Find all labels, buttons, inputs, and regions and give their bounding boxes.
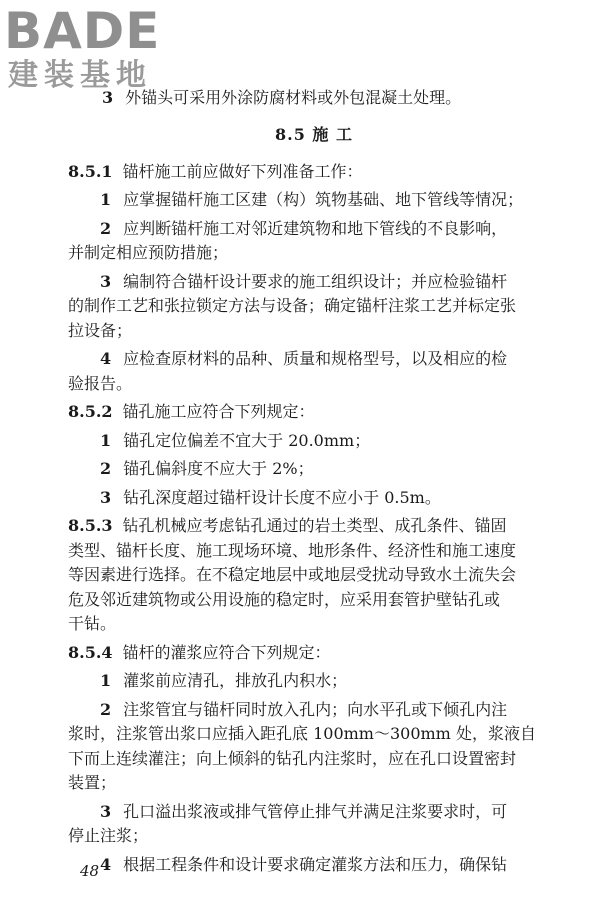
item-text: 应检查原材料的品种、质量和规格型号，以及相应的检 <box>123 349 508 368</box>
clause-intro: 锚杆的灌浆应符合下列规定： <box>122 642 331 662</box>
list-item <box>68 188 560 213</box>
clause-8-5-3 <box>68 514 560 539</box>
logo-brand: BADE <box>4 2 161 60</box>
item-text: 编制符合锚杆设计要求的施工组织设计；并应检验锚杆 <box>123 271 508 291</box>
item-text: 灌浆前应清孔，排放孔内积水； <box>123 671 348 690</box>
clause-8-5-4 <box>68 641 560 666</box>
item-continuation: 停止注浆； <box>68 826 149 845</box>
item-text: 钻孔深度超过锚杆设计长度不应小于 0.5m。 <box>123 487 441 507</box>
clause-number: 8.5.2 <box>68 402 113 421</box>
clause-8-5-2 <box>68 400 560 425</box>
section-title: 8.5 施 工 <box>275 124 353 144</box>
item-text: 外锚头可采用外涂防腐材料或外包混凝土处理。 <box>125 88 462 107</box>
list-item <box>68 853 560 878</box>
list-item <box>68 270 560 295</box>
clause-text: 钻孔机械应考虑钻孔通过的岩土类型、成孔条件、锚固 <box>122 516 507 535</box>
clause-number: 8.5.1 <box>68 161 113 181</box>
item-text: 锚孔定位偏差不宜大于 20.0mm； <box>123 430 371 450</box>
item-continuation: 验报告。 <box>68 373 133 393</box>
list-item <box>68 86 560 111</box>
clause-continuation: 等因素进行选择。在不稳定地层中或地层受扰动导致水土流失会 <box>68 565 517 584</box>
clause-continuation: 干钻。 <box>68 614 117 633</box>
item-number: 1 <box>100 671 112 690</box>
page-number: 48 <box>80 862 100 880</box>
item-text: 注浆管宜与锚杆同时放入孔内；向水平孔或下倾孔内注 <box>123 699 508 719</box>
item-number: 4 <box>100 854 112 874</box>
item-continuation: 拉设备； <box>68 320 133 340</box>
clause-number: 8.5.4 <box>68 642 113 662</box>
item-number: 4 <box>100 349 112 368</box>
item-continuation: 的制作工艺和张拉锁定方法与设备；确定锚杆注浆工艺并标定张 <box>68 296 517 315</box>
item-text: 孔口溢出浆液或排气管停止排气并满足注浆要求时，可 <box>123 801 508 821</box>
clause-8-5-1 <box>68 160 560 185</box>
clause-intro: 锚杆施工前应做好下列准备工作： <box>122 161 363 181</box>
list-item <box>68 457 560 482</box>
list-item <box>68 217 560 242</box>
item-continuation: 并制定相应预防措施； <box>68 243 229 262</box>
clause-intro: 锚孔施工应符合下列规定： <box>122 402 315 421</box>
item-text: 锚孔偏斜度不应大于 2%； <box>123 459 314 478</box>
clause-number: 8.5.3 <box>68 516 113 535</box>
logo-subtitle: 建装基地 <box>8 58 152 93</box>
item-number: 1 <box>100 430 112 450</box>
document-page <box>68 86 560 877</box>
item-number: 3 <box>100 487 112 507</box>
clause-continuation: 危及邻近建筑物或公用设施的稳定时，应采用套管护壁钻孔或 <box>68 589 501 609</box>
item-text: 应掌握锚杆施工区建（构）筑物基础、地下管线等情况； <box>123 190 524 209</box>
list-item <box>68 486 560 511</box>
item-number: 1 <box>100 190 112 209</box>
list-item <box>68 800 560 825</box>
item-text: 根据工程条件和设计要求确定灌浆方法和压力，确保钻 <box>123 854 508 874</box>
list-item <box>68 429 560 454</box>
item-continuation: 下而上连续灌注；向上倾斜的钻孔内注浆时，应在孔口设置密封 <box>68 748 517 768</box>
item-number: 2 <box>100 459 112 478</box>
item-continuation: 装置； <box>68 773 117 792</box>
item-number: 2 <box>100 218 112 238</box>
item-number: 2 <box>100 699 112 719</box>
clause-continuation: 类型、锚杆长度、施工现场环境、地形条件、经济性和施工速度 <box>68 540 517 560</box>
item-number: 3 <box>102 88 114 107</box>
item-number: 3 <box>100 271 112 291</box>
list-item <box>68 347 560 372</box>
item-continuation: 浆时，注浆管出浆口应插入距孔底 100mm～300mm 处，浆液自 <box>68 724 536 743</box>
list-item <box>68 698 560 723</box>
item-text: 应判断锚杆施工对邻近建筑物和地下管线的不良影响， <box>123 218 508 238</box>
list-item <box>68 669 560 694</box>
item-number: 3 <box>100 801 112 821</box>
